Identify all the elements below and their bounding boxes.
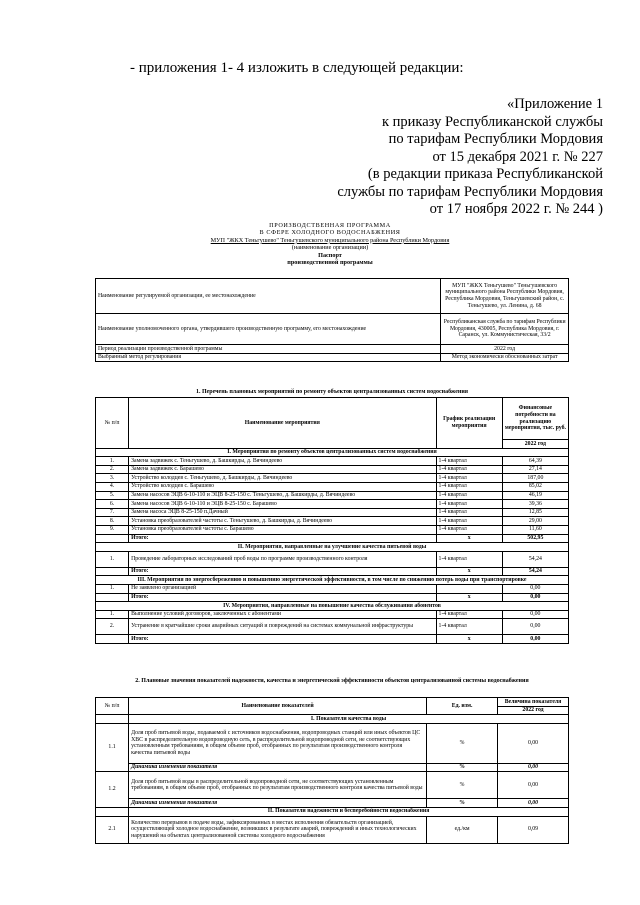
table-row bbox=[96, 314, 569, 345]
col-number-header: № п/п bbox=[96, 698, 129, 715]
table-header-row bbox=[96, 698, 569, 707]
row-value: 0,09 bbox=[498, 816, 569, 843]
row-schedule: 1-4 квартал bbox=[436, 465, 502, 474]
row-name: Доля проб питьевой воды в распределительной водопроводной сети, не соответствующих установленным требованиям, в общем объеме проб, отобранных по результатам производственного контроля качества питьевой воды bbox=[129, 772, 427, 799]
row-name: Замена насоса ЭЦВ 8-25-150 п.Дачный bbox=[129, 508, 436, 517]
passport-label: Наименование уполномоченного органа, утвердившего производственную программу, его местонахождение bbox=[96, 314, 441, 345]
row-name: Количество перерывов в подаче воды, зафиксированных в местах исполнения обязательств организацией, осуществляющей холодное водоснабжение, возникших в результате аварий, повреждений и иных технологических нарушений на объектах централизованной системы холодного водоснабжения bbox=[129, 816, 427, 843]
table-group-row bbox=[96, 576, 569, 585]
total-value: 502,95 bbox=[502, 534, 568, 543]
row-name: Устройство колодцев с. Теньгушево, д. Башкирды, д. Вячиндеево bbox=[129, 474, 436, 483]
row-number: 2.1 bbox=[96, 816, 129, 843]
table-row bbox=[96, 508, 569, 517]
row-value: 0,00 bbox=[498, 772, 569, 799]
row-value: 187,00 bbox=[502, 474, 568, 483]
total-label: Итого: bbox=[129, 593, 436, 602]
row-name: Установка преобразователей частоты с. Барашево bbox=[129, 525, 436, 534]
program-subtitle: В СФЕРЕ ХОЛОДНОГО ВОДОСНАБЖЕНИЯ bbox=[259, 229, 401, 237]
table-row bbox=[96, 584, 569, 593]
table-header-row bbox=[96, 398, 569, 440]
group-title: I. Мероприятия по ремонту объектов централизованных систем водоснабжения bbox=[96, 448, 569, 457]
row-number: 1. bbox=[96, 584, 129, 593]
table-row bbox=[96, 619, 569, 635]
indicators-table bbox=[95, 697, 569, 844]
table-row bbox=[96, 279, 569, 314]
row-schedule: 1-4 квартал bbox=[436, 517, 502, 526]
col-unit-header: Ед. изм. bbox=[427, 698, 498, 715]
table-row bbox=[96, 474, 569, 483]
row-value: 11,60 bbox=[502, 525, 568, 534]
passport-label: Наименование регулируемой организации, ее местонахождение bbox=[96, 279, 441, 314]
row-number: 1. bbox=[96, 457, 129, 466]
row-schedule bbox=[436, 584, 502, 593]
col-year-header: 2022 год bbox=[502, 440, 568, 449]
row-value: 39,36 bbox=[502, 500, 568, 509]
total-label: Итого: bbox=[129, 635, 436, 644]
total-value: 54,24 bbox=[502, 567, 568, 576]
passport-subtitle: производственной программы bbox=[287, 259, 373, 267]
passport-value: 2022 год bbox=[441, 345, 569, 354]
passport-value: Метод экономически обоснованных затрат bbox=[441, 353, 569, 362]
row-name: Выполнение условий договоров, заключенных с абонентами bbox=[129, 610, 436, 619]
table-row bbox=[96, 723, 569, 763]
row-unit: % bbox=[427, 772, 498, 799]
row-name: Замена насосов ЭЦВ 6-10-110 и ЭЦВ 8-25-150 с. Теньгушево, д. Башкирды, д. Вячиндеево bbox=[129, 491, 436, 500]
table-dynamics-row bbox=[96, 763, 569, 772]
dynamics-value: 0,00 bbox=[498, 799, 569, 808]
table-row bbox=[96, 772, 569, 799]
row-value: 27,14 bbox=[502, 465, 568, 474]
col-name-header: Наименование мероприятия bbox=[129, 398, 436, 449]
row-unit: ед./км bbox=[427, 816, 498, 843]
col-year-header: 2022 год bbox=[498, 706, 569, 715]
section2-title: 2. Плановые значения показателей надежности, качества и энергетической эффективности объектов централизованной системы водоснабжения bbox=[135, 678, 529, 684]
table-row bbox=[96, 353, 569, 362]
row-value: 0,00 bbox=[498, 723, 569, 763]
annex-line: от 17 ноября 2022 г. № 244 ) bbox=[429, 201, 603, 217]
total-mark: х bbox=[436, 593, 502, 602]
table-row bbox=[96, 610, 569, 619]
table-total-row bbox=[96, 534, 569, 543]
row-schedule: 1-4 квартал bbox=[436, 619, 502, 635]
dynamics-unit: % bbox=[427, 799, 498, 808]
table-dynamics-row bbox=[96, 799, 569, 808]
annex-line: к приказу Республиканской службы bbox=[381, 113, 603, 130]
row-schedule: 1-4 квартал bbox=[436, 610, 502, 619]
total-label: Итого: bbox=[129, 567, 436, 576]
row-number: 1. bbox=[96, 551, 129, 567]
annex-line: по тарифам Республики Мордовия bbox=[388, 131, 603, 147]
total-mark: х bbox=[436, 534, 502, 543]
organization-name: МУП "ЖКХ Теньгушево" Теньгушевского муниципального района Республики Мордовия bbox=[210, 236, 450, 244]
row-value: 0,00 bbox=[502, 584, 568, 593]
annex-line: от 15 декабря 2021 г. № 227 bbox=[432, 148, 603, 165]
group-title: II. Показатели надежности и бесперебойности водоснабжения bbox=[129, 807, 569, 816]
row-value: 0,00 bbox=[502, 610, 568, 619]
passport-label: Период реализации производственной программы bbox=[96, 345, 441, 354]
dynamics-label: Динамика изменения показателя bbox=[129, 799, 427, 808]
table-row bbox=[96, 345, 569, 354]
table-row bbox=[96, 500, 569, 509]
group-title: III. Мероприятия по энергосбережению и повышению энергетической эффективности, в том числе по снижению потерь воды при транспортировке bbox=[96, 576, 569, 585]
row-number: 9. bbox=[96, 525, 129, 534]
passport-label: Выбранный метод регулирования bbox=[96, 353, 441, 362]
col-name-header: Наименование показателей bbox=[129, 698, 427, 715]
dynamics-unit: % bbox=[427, 763, 498, 772]
table-row bbox=[96, 465, 569, 474]
row-schedule: 1-4 квартал bbox=[436, 500, 502, 509]
row-schedule: 1-4 квартал bbox=[436, 482, 502, 491]
row-name: Замена насосов ЭЦВ 6-10-110 и ЭЦВ 8-25-150 с. Барашево bbox=[129, 500, 436, 509]
row-number: 4. bbox=[96, 482, 129, 491]
program-heading bbox=[90, 222, 570, 266]
repair-measures-table bbox=[95, 397, 569, 644]
row-schedule: 1-4 квартал bbox=[436, 551, 502, 567]
row-schedule: 1-4 квартал bbox=[436, 508, 502, 517]
table-group-row bbox=[96, 807, 569, 816]
dynamics-label: Динамика изменения показателя bbox=[129, 763, 427, 772]
row-number: 1.2 bbox=[96, 772, 129, 808]
annex-line: «Приложение 1 bbox=[507, 96, 603, 112]
total-value: 0,00 bbox=[502, 593, 568, 602]
row-name: Устранение в кратчайшие сроки аварийных ситуаций и повреждений на системах коммунальной инфраструктуры bbox=[129, 619, 436, 635]
col-schedule-header: График реализации мероприятия bbox=[436, 398, 502, 449]
row-value: 0,00 bbox=[502, 619, 568, 635]
table-total-row bbox=[96, 635, 569, 644]
row-name: Не заявлено организацией bbox=[129, 584, 436, 593]
group-title: I. Показатели качества воды bbox=[129, 715, 569, 724]
row-name: Проведение лабораторных исследований проб воды по программе производственного контроля bbox=[129, 551, 436, 567]
table-row bbox=[96, 482, 569, 491]
passport-table bbox=[95, 278, 569, 362]
passport-value: МУП "ЖКХ Теньгушево" Теньгушевского муниципального района Республики Мордовия, Республика Мордовия, Теньгушевский район, с. Теньгушево, ул. Ленина, д. 68 bbox=[441, 279, 569, 314]
table-group-row bbox=[96, 602, 569, 611]
row-name: Замена задвижек с. Теньгушево, д. Башкирды, д. Вячиндеево bbox=[129, 457, 436, 466]
table-total-row bbox=[96, 593, 569, 602]
row-value: 12,85 bbox=[502, 508, 568, 517]
col-finance-header: Финансовые потребности на реализацию мероприятия, тыс. руб. bbox=[502, 398, 568, 440]
table-row bbox=[96, 517, 569, 526]
row-value: 54,24 bbox=[502, 551, 568, 567]
passport-value: Республиканская служба по тарифам Республики Мордовия, 430005, Республика Мордовия, г. Саранск, ул. Коммунистическая, 33/2 bbox=[441, 314, 569, 345]
row-name: Устройство колодцев с. Барашево bbox=[129, 482, 436, 491]
table-row bbox=[96, 551, 569, 567]
col-number-header: № п/п bbox=[96, 398, 129, 449]
row-value: 46,19 bbox=[502, 491, 568, 500]
row-number: 7. bbox=[96, 508, 129, 517]
program-title: ПРОИЗВОДСТВЕННАЯ ПРОГРАММА bbox=[269, 222, 391, 229]
row-value: 64,39 bbox=[502, 457, 568, 466]
annex-line: (в редакции приказа Республиканской bbox=[367, 166, 603, 182]
row-number: 3. bbox=[96, 474, 129, 483]
annex-line: службы по тарифам Республики Мордовия bbox=[337, 183, 603, 200]
total-value: 0,00 bbox=[502, 635, 568, 644]
dynamics-value: 0,00 bbox=[498, 763, 569, 772]
table-group-row bbox=[96, 715, 569, 724]
row-name: Замена задвижек с. Барашево bbox=[129, 465, 436, 474]
row-schedule: 1-4 квартал bbox=[436, 457, 502, 466]
annex-header bbox=[303, 96, 603, 219]
group-title: II. Мероприятия, направленные на улучшение качества питьевой воды bbox=[96, 543, 569, 552]
row-number: 5. bbox=[96, 491, 129, 500]
table-row bbox=[96, 525, 569, 534]
amendment-intro: - приложения 1- 4 изложить в следующей редакции: bbox=[130, 60, 464, 76]
row-value: 29,00 bbox=[502, 517, 568, 526]
table-group-row bbox=[96, 448, 569, 457]
row-schedule: 1-4 квартал bbox=[436, 474, 502, 483]
total-mark: х bbox=[436, 635, 502, 644]
table-group-row bbox=[96, 543, 569, 552]
row-number: 8. bbox=[96, 517, 129, 526]
row-schedule: 1-4 квартал bbox=[436, 525, 502, 534]
row-value: 85,02 bbox=[502, 482, 568, 491]
row-number: 1. bbox=[96, 610, 129, 619]
table-row bbox=[96, 491, 569, 500]
table-row bbox=[96, 816, 569, 843]
row-unit: % bbox=[427, 723, 498, 763]
table-total-row bbox=[96, 567, 569, 576]
row-name: Доля проб питьевой воды, подаваемой с источников водоснабжения, водопроводных станций или иных объектов ЦС ХВС в распределительную водопроводную сеть, в распределительной водопроводной сети, не соответствующих установленным требованиям, в общем объеме проб, отобранных по результатам производственного контроля качества питьевой воды bbox=[129, 723, 427, 763]
row-number: 2. bbox=[96, 465, 129, 474]
group-title: IV. Мероприятия, направленные на повышение качества обслуживания абонентов bbox=[96, 602, 569, 611]
row-schedule: 1-4 квартал bbox=[436, 491, 502, 500]
row-number: 1.1 bbox=[96, 723, 129, 772]
total-label: Итого: bbox=[129, 534, 436, 543]
col-value-header: Величина показателя bbox=[498, 698, 569, 707]
table-row bbox=[96, 457, 569, 466]
passport-title: Паспорт bbox=[318, 251, 342, 259]
section1-title: 1. Перечень плановых мероприятий по ремонту объектов централизованных систем водоснабжения bbox=[195, 389, 469, 395]
row-number: 2. bbox=[96, 619, 129, 635]
row-name: Установка преобразователей частоты с. Теньгушево, д. Башкирды, д. Вячиндеево bbox=[129, 517, 436, 526]
total-mark: х bbox=[436, 567, 502, 576]
organization-note: (наименование организации) bbox=[291, 244, 369, 252]
row-number: 6. bbox=[96, 500, 129, 509]
